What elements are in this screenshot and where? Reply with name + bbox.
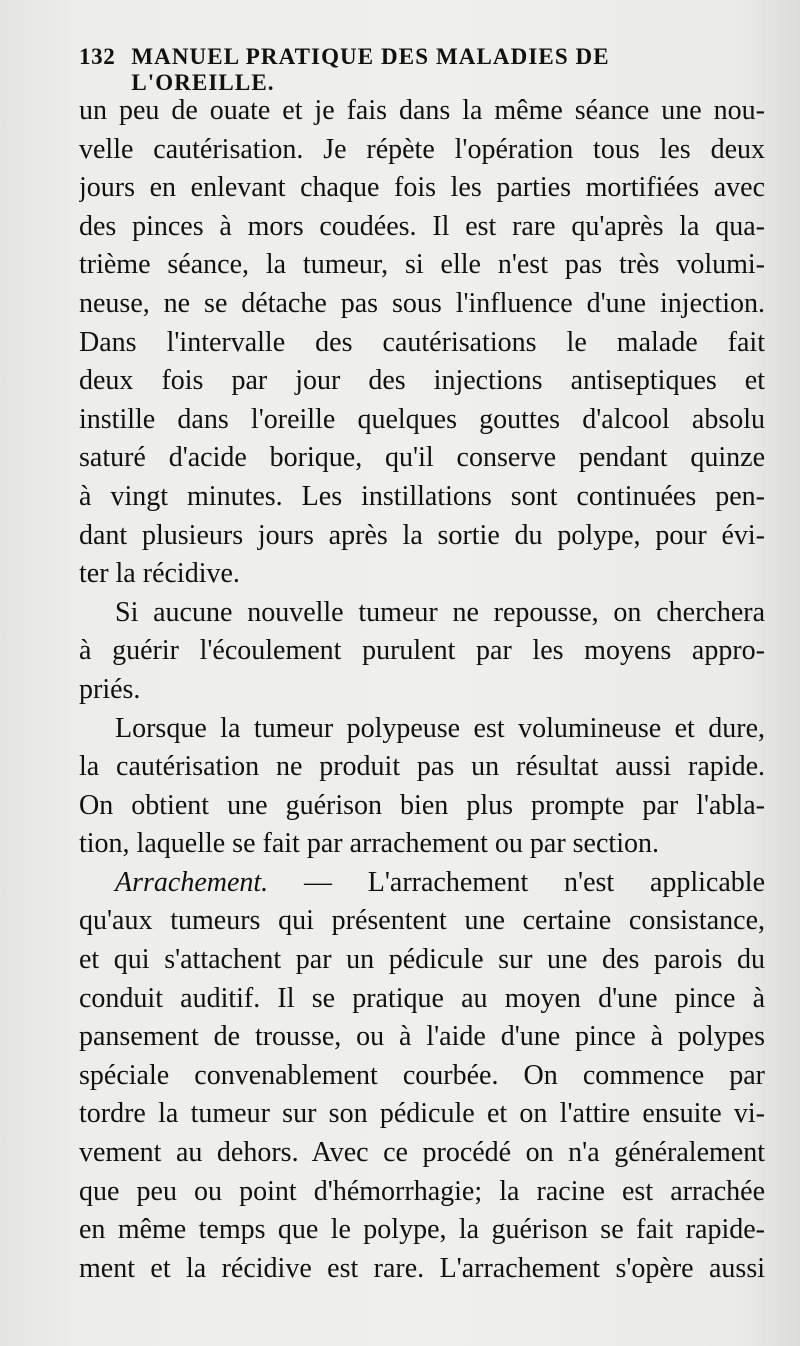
text-line: qu'aux tumeurs qui présentent une certaine consistance, [79,905,765,937]
text-line: Dans l'intervalle des cautérisations le malade fait [79,326,765,358]
text-line: à guérir l'écoulement purulent par les moyens appro- [79,635,765,667]
text-line: velle cautérisation. Je répète l'opération tous les deux [79,133,765,165]
text-line: tordre la tumeur sur son pédicule et on l'attire ensuite vi- [79,1098,765,1130]
text-line: spéciale convenablement courbée. On commence par [79,1059,765,1091]
text-line: ter la récidive. [79,558,240,590]
text-line: conduit auditif. Il se pratique au moyen d'une pince à [79,982,765,1014]
text-line: vement au dehors. Avec ce procédé on n'a généralement [79,1137,765,1169]
text-line: Si aucune nouvelle tumeur ne repousse, on cherchera [115,596,765,628]
text-line: pansement de trousse, ou à l'aide d'une pince à polypes [79,1021,765,1053]
running-title: MANUEL PRATIQUE DES MALADIES DE L'OREILLE. [131,44,610,95]
text-line: jours en enlevant chaque fois les parties mortifiées avec [79,172,765,204]
text-line: deux fois par jour des injections antiseptiques et [79,365,765,397]
page-number: 132 [79,44,116,69]
text-line: trième séance, la tumeur, si elle n'est pas très volumi- [79,249,765,281]
text-line: et qui s'attachent par un pédicule sur une des parois du [79,944,765,976]
text-line: ment et la récidive est rare. L'arrachement s'opère aussi [79,1252,765,1284]
text-line: la cautérisation ne produit pas un résultat aussi rapide. [79,751,765,783]
section-heading-arrachement: Arrachement. [115,866,269,898]
text-line: Lorsque la tumeur polypeuse est volumineuse et dure, [115,712,765,744]
text-line: des pinces à mors coudées. Il est rare qu'après la qua- [79,210,765,242]
text-line: dant plusieurs jours après la sortie du polype, pour évi- [79,519,765,551]
text-line: priés. [79,673,141,705]
section-heading-continuation: — L'arrachement n'est applicable [303,866,765,898]
text-line: tion, laquelle se fait par arrachement ou par section. [79,828,659,860]
text-line: que peu ou point d'hémorrhagie; la racine est arrachée [79,1175,765,1207]
text-line-with-heading [79,864,765,903]
text-line: instille dans l'oreille quelques gouttes d'alcool absolu [79,403,765,435]
page-header [79,44,739,96]
text-line: à vingt minutes. Les instillations sont continuées pen- [79,480,765,512]
text-line: en même temps que le polype, la guérison se fait rapide- [79,1214,765,1246]
text-line: saturé d'acide borique, qu'il conserve pendant quinze [79,442,765,474]
text-line: un peu de ouate et je fais dans la même séance une nou- [79,95,765,126]
text-line: On obtient une guérison bien plus prompte par l'abla- [79,789,765,821]
text-line: neuse, ne se détache pas sous l'influence d'une injection. [79,287,765,319]
body-text [79,92,765,1288]
